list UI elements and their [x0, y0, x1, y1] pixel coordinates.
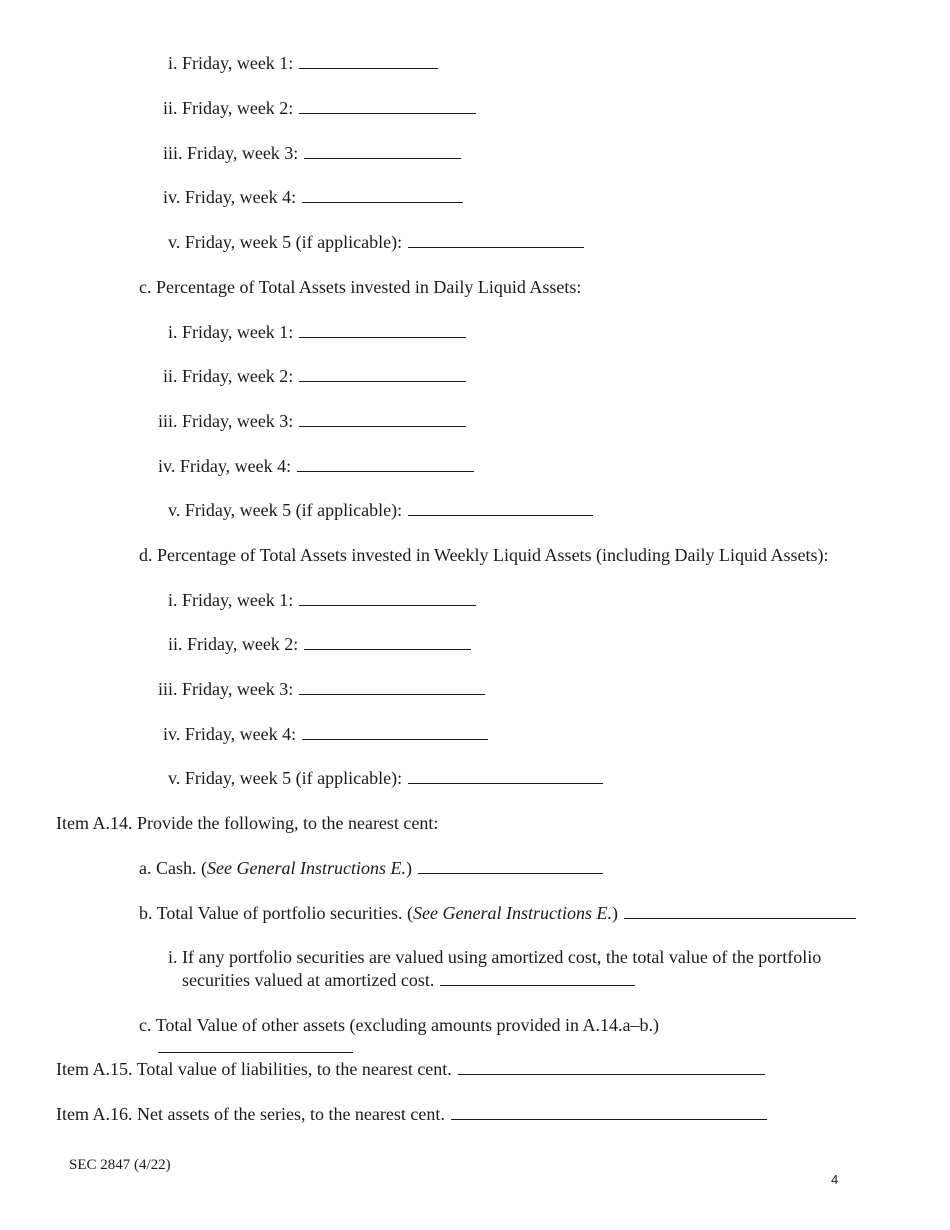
weekly-b-item-4: [163, 186, 463, 208]
liabilities-answer-blank[interactable]: [458, 1058, 765, 1075]
item-label: v. Friday, week 5 (if applicable):: [168, 232, 403, 252]
amortized-cost-label: securities valued at amortized cost.: [182, 970, 435, 990]
item-label: iii. Friday, week 3:: [158, 411, 294, 431]
answer-blank[interactable]: [299, 97, 476, 114]
item-a14-a-cash: [139, 857, 603, 879]
answer-blank[interactable]: [299, 589, 476, 606]
form-identifier: SEC 2847 (4/22): [69, 1157, 171, 1173]
cash-label-suffix: ): [405, 858, 412, 878]
portfolio-label-suffix: ): [612, 903, 618, 923]
answer-blank[interactable]: [299, 365, 466, 382]
amortized-cost-answer-blank[interactable]: [440, 969, 635, 986]
section-d-item-2: [168, 633, 471, 655]
item-a14-b-i-line2: [182, 969, 635, 991]
answer-blank[interactable]: [302, 186, 463, 203]
item-a14-b-portfolio: [139, 902, 856, 924]
section-d-item-3: [158, 678, 485, 700]
item-label: v. Friday, week 5 (if applicable):: [168, 768, 403, 788]
general-instructions-reference: See General Instructions E.: [206, 858, 406, 878]
section-c-item-5: [168, 499, 593, 521]
answer-blank[interactable]: [299, 410, 466, 427]
page-number: 4: [831, 1172, 839, 1187]
other-assets-answer-blank[interactable]: [158, 1052, 353, 1053]
weekly-b-item-5: [168, 231, 584, 253]
net-assets-answer-blank[interactable]: [451, 1103, 767, 1120]
answer-blank[interactable]: [408, 499, 593, 516]
item-a15: [56, 1058, 765, 1080]
item-label: i. Friday, week 1:: [168, 53, 294, 73]
section-d-item-1: [168, 589, 476, 611]
item-label: ii. Friday, week 2:: [168, 634, 299, 654]
item-label: i. Friday, week 1:: [168, 590, 294, 610]
section-d-item-5: [168, 767, 603, 789]
section-c-item-3: [158, 410, 466, 432]
liabilities-label: Item A.15. Total value of liabilities, to the nearest cent.: [56, 1059, 452, 1079]
item-label: iv. Friday, week 4:: [163, 187, 297, 207]
item-label: i. Friday, week 1:: [168, 322, 294, 342]
general-instructions-reference: See General Instructions E.: [413, 903, 612, 923]
answer-blank[interactable]: [304, 142, 461, 159]
section-d-item-4: [163, 723, 488, 745]
answer-blank[interactable]: [299, 321, 466, 338]
answer-blank[interactable]: [297, 455, 474, 472]
section-c-item-2: [163, 365, 466, 387]
portfolio-label-prefix: b. Total Value of portfolio securities. (: [139, 903, 414, 923]
weekly-b-item-3: [163, 142, 461, 164]
net-assets-label: Item A.16. Net assets of the series, to the nearest cent.: [56, 1104, 445, 1124]
answer-blank[interactable]: [299, 678, 485, 695]
section-c-item-4: [158, 455, 474, 477]
cash-answer-blank[interactable]: [418, 857, 603, 874]
item-label: iv. Friday, week 4:: [163, 724, 297, 744]
item-label: iii. Friday, week 3:: [163, 143, 299, 163]
item-a14-c-other-assets: c. Total Value of other assets (excluding amounts provided in A.14.a–b.): [139, 1015, 659, 1035]
item-a16: [56, 1103, 767, 1125]
answer-blank[interactable]: [302, 723, 488, 740]
item-label: iv. Friday, week 4:: [158, 456, 292, 476]
answer-blank[interactable]: [299, 52, 438, 69]
section-d-heading: d. Percentage of Total Assets invested in Weekly Liquid Assets (including Daily Liquid Assets):: [139, 545, 829, 565]
weekly-b-item-1: [168, 52, 438, 74]
weekly-b-item-2: [163, 97, 476, 119]
item-label: ii. Friday, week 2:: [163, 98, 294, 118]
section-c-item-1: [168, 321, 466, 343]
item-a14-b-i-line1: i. If any portfolio securities are valued using amortized cost, the total value of the portfolio: [168, 947, 822, 967]
cash-label-prefix: a. Cash. (: [139, 858, 207, 878]
item-a14-heading: Item A.14. Provide the following, to the nearest cent:: [56, 813, 439, 833]
answer-blank[interactable]: [408, 231, 584, 248]
portfolio-answer-blank[interactable]: [624, 902, 856, 919]
answer-blank[interactable]: [304, 633, 471, 650]
item-label: v. Friday, week 5 (if applicable):: [168, 500, 403, 520]
section-c-heading: c. Percentage of Total Assets invested in Daily Liquid Assets:: [139, 277, 582, 297]
item-label: iii. Friday, week 3:: [158, 679, 294, 699]
item-label: ii. Friday, week 2:: [163, 366, 294, 386]
answer-blank[interactable]: [408, 767, 603, 784]
